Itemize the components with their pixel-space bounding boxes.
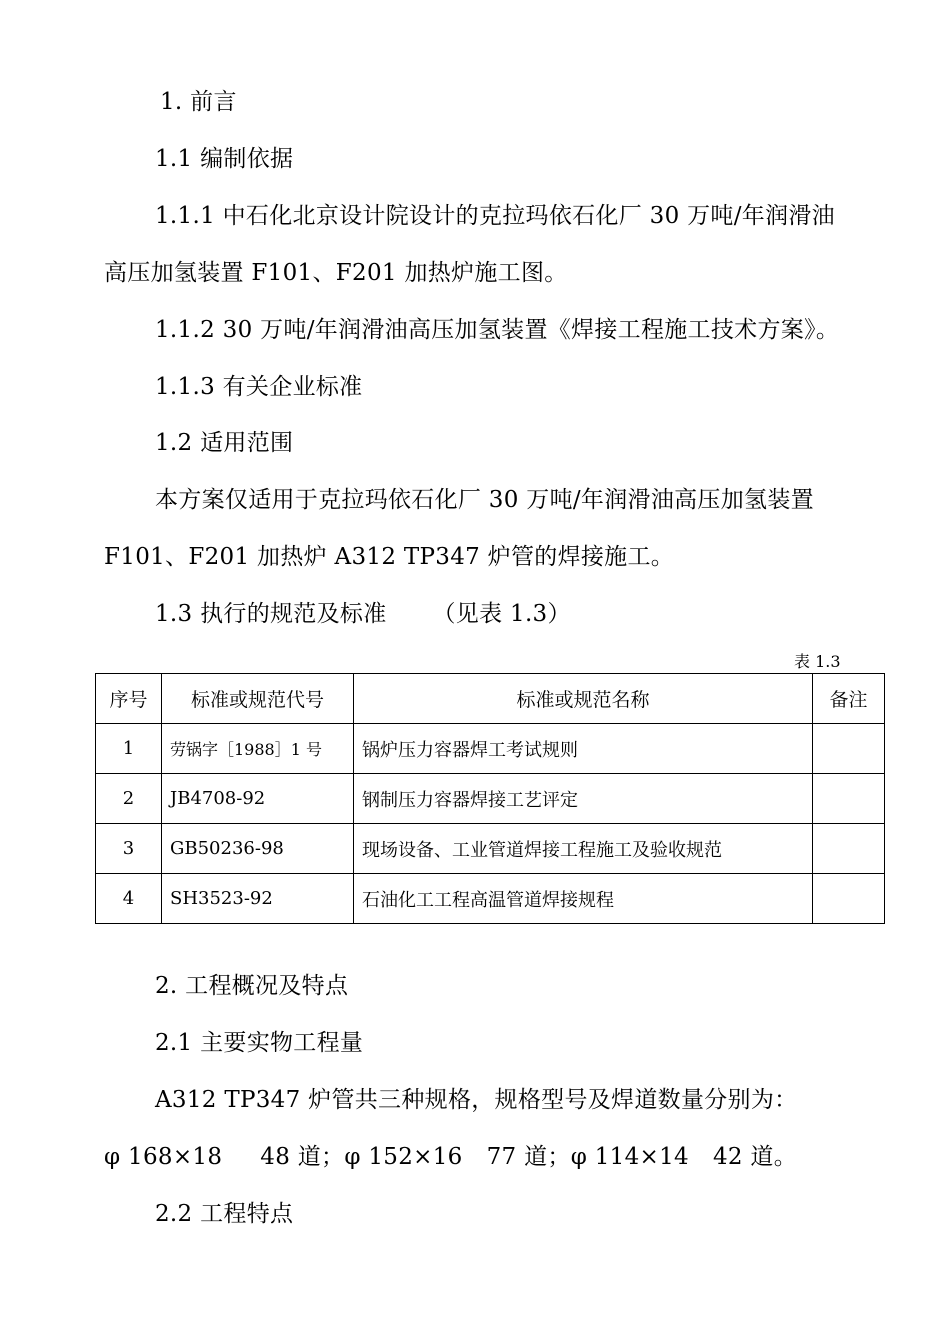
table-row — [96, 724, 885, 774]
row-name: 锅炉压力容器焊工考试规则 — [354, 724, 813, 774]
table-caption: 表 1.3 — [794, 652, 841, 671]
section-1-1-3: 1.1.3 有关企业标准 — [155, 374, 363, 400]
row-code: GB50236-98 — [162, 824, 354, 874]
header-code: 标准或规范代号 — [162, 674, 354, 724]
row-code: JB4708-92 — [162, 774, 354, 824]
header-name: 标准或规范名称 — [354, 674, 813, 724]
weld-count-1: 48 道； — [260, 1144, 345, 1170]
row-code: 劳锅字［1988］1 号 — [162, 724, 354, 774]
weld-count-2: 77 道； — [486, 1144, 571, 1170]
section-1-2-line-1: 本方案仅适用于克拉玛依石化厂 30 万吨/年润滑油高压加氢装置 — [155, 487, 814, 513]
section-1-2-line-2: F101、F201 加热炉 A312 TP347 炉管的焊接施工。 — [104, 544, 675, 570]
pipe-spec-1: φ 168×18 — [104, 1144, 223, 1170]
row-no: 4 — [96, 874, 162, 924]
row-remark — [813, 774, 885, 824]
row-no: 1 — [96, 724, 162, 774]
row-name: 现场设备、工业管道焊接工程施工及验收规范 — [354, 824, 813, 874]
section-2-2-title: 2.2 工程特点 — [155, 1201, 294, 1227]
section-1-3-title-line — [155, 599, 571, 629]
row-remark — [813, 874, 885, 924]
section-1-1-1-line-2: 高压加氢装置 F101、F201 加热炉施工图。 — [104, 260, 568, 286]
section-1-1-title: 1.1 编制依据 — [155, 146, 294, 172]
table-header-row — [96, 674, 885, 724]
weld-count-3: 42 道。 — [712, 1144, 798, 1170]
table-row — [96, 774, 885, 824]
pipe-spec-2: φ 152×16 — [344, 1144, 463, 1170]
table-row — [96, 874, 885, 924]
section-1-1-1-line-1: 1.1.1 中石化北京设计院设计的克拉玛依石化厂 30 万吨/年润滑油 — [155, 203, 835, 229]
row-remark — [813, 824, 885, 874]
pipe-spec-3: φ 114×14 — [570, 1144, 689, 1170]
section-1-3-title: 1.3 执行的规范及标准 — [155, 601, 387, 627]
header-no: 序号 — [96, 674, 162, 724]
section-1-1-2: 1.1.2 30 万吨/年润滑油高压加氢装置《焊接工程施工技术方案》。 — [155, 317, 840, 343]
section-2-1-title: 2.1 主要实物工程量 — [155, 1030, 364, 1056]
section-2-1-line-1: A312 TP347 炉管共三种规格，规格型号及焊道数量分别为： — [155, 1087, 798, 1113]
row-name: 钢制压力容器焊接工艺评定 — [354, 774, 813, 824]
header-remark: 备注 — [813, 674, 885, 724]
section-2-title: 2. 工程概况及特点 — [155, 973, 349, 999]
standards-table — [95, 673, 885, 924]
pipe-spec-line — [104, 1142, 797, 1172]
table-reference-note: （见表 1.3） — [432, 601, 571, 627]
table-row — [96, 824, 885, 874]
row-no: 3 — [96, 824, 162, 874]
row-code: SH3523-92 — [162, 874, 354, 924]
row-remark — [813, 724, 885, 774]
section-1-2-title: 1.2 适用范围 — [155, 430, 294, 456]
section-1-title: 1. 前言 — [160, 89, 237, 115]
row-name: 石油化工工程高温管道焊接规程 — [354, 874, 813, 924]
row-no: 2 — [96, 774, 162, 824]
